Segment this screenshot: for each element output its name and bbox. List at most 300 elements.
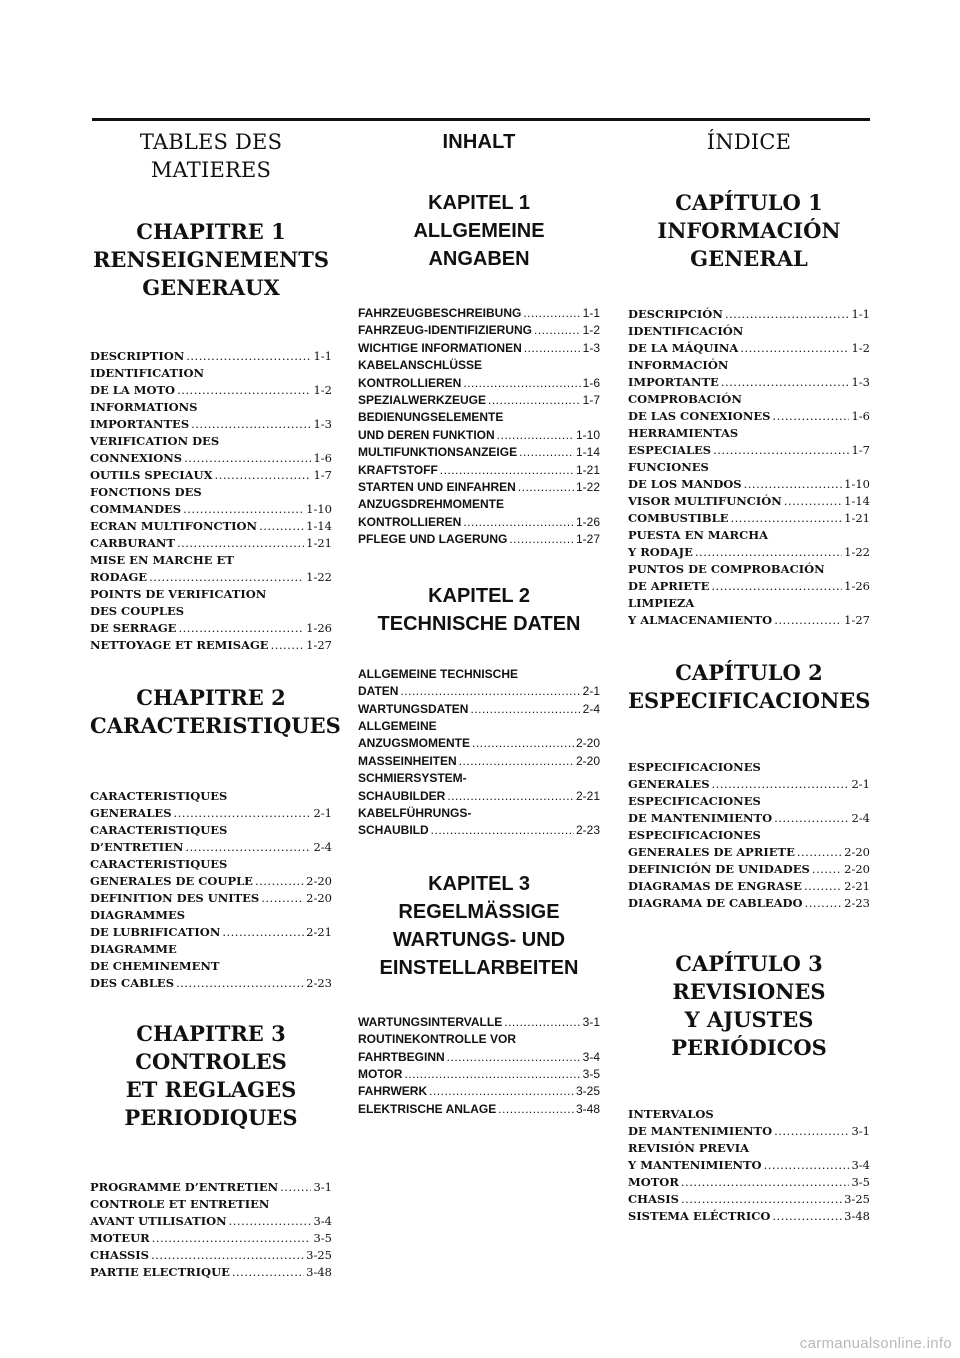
toc-entry-row xyxy=(358,514,600,531)
toc-entry-page: 1-2 xyxy=(582,323,600,338)
toc-entry-title-line: ECRAN MULTIFONCTION xyxy=(90,519,258,533)
toc-entry[interactable] xyxy=(90,1230,332,1247)
toc-entry-page: 3-1 xyxy=(313,1180,332,1194)
toc-entry-row xyxy=(358,375,600,392)
dot-leader xyxy=(472,735,574,752)
toc-entry-title-line: INTERVALOS xyxy=(628,1107,714,1121)
toc-entry-page: 3-25 xyxy=(575,1084,600,1099)
toc-entry-title-line: CHASSIS xyxy=(90,1248,149,1262)
toc-entry-title-line: FUNCIONES xyxy=(628,460,709,474)
dot-leader xyxy=(488,392,581,409)
toc-entry-row xyxy=(90,924,332,941)
toc-entry-page: 1-22 xyxy=(844,545,870,559)
toc-entry-page: 1-21 xyxy=(575,462,600,477)
dot-leader xyxy=(229,1213,312,1230)
toc-entry[interactable] xyxy=(90,535,332,552)
toc-entry[interactable] xyxy=(628,1106,870,1140)
toc-entry-title-line: MASSEINHEITEN xyxy=(358,753,457,768)
toc-entry-title-line: DE LOS MANDOS xyxy=(628,477,742,491)
dot-leader xyxy=(524,340,581,357)
toc-entry-title-line: DE MANTENIMIENTO xyxy=(628,811,773,825)
toc-entry[interactable] xyxy=(90,348,332,365)
toc-entry-page: 2-21 xyxy=(575,788,600,803)
toc-entry-row xyxy=(90,348,332,365)
toc-entry-title-line: Y MANTENIMIENTO xyxy=(628,1158,762,1172)
dot-leader xyxy=(463,514,574,531)
toc-entry[interactable] xyxy=(90,856,332,890)
dot-leader xyxy=(429,1083,574,1100)
toc-entry-title-line: KONTROLLIEREN xyxy=(358,514,462,529)
column-german xyxy=(358,128,600,1118)
toc-entry[interactable] xyxy=(628,527,870,561)
toc-entry[interactable] xyxy=(90,788,332,822)
dot-leader xyxy=(497,427,574,444)
toc-entry-title-line: ANZUGSDREHMOMENTE xyxy=(358,497,504,512)
toc-entry-page: 1-7 xyxy=(313,468,332,482)
toc-entry[interactable] xyxy=(358,1101,600,1118)
toc-entry-row xyxy=(90,535,332,552)
toc-entry-title-line: KRAFTSTOFF xyxy=(358,462,438,477)
toc-entry-title-line: CONTROLE ET ENTRETIEN xyxy=(90,1197,270,1211)
toc-entry[interactable] xyxy=(358,531,600,548)
toc-entry-title-line: ALLGEMEINE TECHNISCHE xyxy=(358,666,519,681)
toc-entry[interactable] xyxy=(90,822,332,856)
toc-entry-title-line: HERRAMIENTAS xyxy=(628,426,739,440)
top-rule xyxy=(92,118,870,121)
toc-entry[interactable] xyxy=(628,861,870,878)
toc-entry-title-line: SISTEMA ELÉCTRICO xyxy=(628,1209,771,1223)
dot-leader xyxy=(185,839,311,856)
toc-entry[interactable] xyxy=(358,479,600,496)
toc-entry[interactable] xyxy=(90,1247,332,1264)
chapter-title-french-3: CHAPITRE 3 CONTROLES ET REGLAGES PERIODIQUES xyxy=(124,1021,298,1130)
dot-leader xyxy=(681,1174,850,1191)
toc-entry[interactable] xyxy=(358,718,600,753)
toc-entry-row xyxy=(90,1179,332,1196)
dot-leader xyxy=(151,1247,304,1264)
chapter-title-spanish-2: CAPÍTULO 2 ESPECIFICACIONES xyxy=(628,660,871,713)
toc-entry-row xyxy=(90,975,332,992)
toc-entry-row xyxy=(628,442,870,459)
toc-entry-title-line: FONCTIONS DES xyxy=(90,485,202,499)
toc-entry[interactable] xyxy=(90,484,332,518)
toc-entry-title-line: MOTEUR xyxy=(90,1231,150,1245)
toc-entry-title-line: CONNEXIONS xyxy=(90,451,183,465)
toc-entry-row xyxy=(628,810,870,827)
toc-entry-page: 1-21 xyxy=(306,536,332,550)
toc-entry[interactable] xyxy=(358,462,600,479)
toc-spanish-chapter-3 xyxy=(628,1106,870,1225)
toc-entry-title-line: DE APRIETE xyxy=(628,579,710,593)
toc-entry-title-line: FAHRWERK xyxy=(358,1084,428,1099)
chapter-title-german-3: KAPITEL 3 REGELMÄSSIGE WARTUNGS- UND EINSTELLARBEITEN xyxy=(379,872,579,979)
dot-leader xyxy=(470,701,580,718)
toc-entry-row xyxy=(90,501,332,518)
toc-entry-page: 1-27 xyxy=(844,613,870,627)
toc-german-chapter-3 xyxy=(358,1014,600,1118)
toc-entry-title-line: FAHRZEUG-IDENTIFIZIERUNG xyxy=(358,323,532,338)
toc-entry-row xyxy=(90,805,332,822)
toc-entry-row xyxy=(358,305,600,322)
toc-entry[interactable] xyxy=(628,895,870,912)
toc-entry-title-line: ALLGEMEINE xyxy=(358,718,437,733)
toc-entry[interactable] xyxy=(628,1208,870,1225)
toc-entry[interactable] xyxy=(628,425,870,459)
dot-leader xyxy=(695,544,842,561)
toc-entry[interactable] xyxy=(358,1031,600,1066)
toc-entry[interactable] xyxy=(628,306,870,323)
dot-leader xyxy=(523,305,580,322)
toc-entry[interactable] xyxy=(90,552,332,586)
dot-leader xyxy=(149,569,304,586)
dot-leader xyxy=(255,873,304,890)
toc-entry-page: 1-1 xyxy=(851,307,870,321)
dot-leader xyxy=(812,861,842,878)
toc-entry-title-line: GENERALES DE APRIETE xyxy=(628,845,795,859)
toc-entry[interactable] xyxy=(358,753,600,770)
column-french xyxy=(90,128,341,1281)
toc-entry-row xyxy=(628,510,870,527)
toc-entry[interactable] xyxy=(90,399,332,433)
toc-entry-title-line: LIMPIEZA xyxy=(628,596,695,610)
toc-entry[interactable] xyxy=(628,493,870,510)
dot-leader xyxy=(712,776,850,793)
toc-entry-title-line: CHASIS xyxy=(628,1192,679,1206)
toc-entry[interactable] xyxy=(90,586,332,637)
toc-entry-row xyxy=(358,1014,600,1031)
toc-entry[interactable] xyxy=(358,701,600,718)
toc-entry-row xyxy=(358,322,600,339)
toc-entry[interactable] xyxy=(358,340,600,357)
dot-leader xyxy=(174,805,312,822)
toc-entry-row xyxy=(358,701,600,718)
toc-entry[interactable] xyxy=(358,666,600,701)
toc-entry[interactable] xyxy=(628,391,870,425)
toc-entry-page: 1-26 xyxy=(844,579,870,593)
dot-leader xyxy=(222,924,304,941)
toc-entry-title-line: PUESTA EN MARCHA xyxy=(628,528,769,542)
dot-leader xyxy=(730,510,842,527)
toc-entry[interactable] xyxy=(90,518,332,535)
toc-entry-page: 1-3 xyxy=(851,375,870,389)
toc-entry-row xyxy=(628,895,870,912)
toc-entry-page: 2-1 xyxy=(313,806,332,820)
toc-entry-page: 1-10 xyxy=(844,477,870,491)
dot-leader xyxy=(534,322,581,339)
dot-leader xyxy=(261,890,304,907)
toc-entry-row xyxy=(358,1101,600,1118)
toc-entry-title-line: Y ALMACENAMIENTO xyxy=(628,613,773,627)
toc-entry-title-line: D’ENTRETIEN xyxy=(90,840,184,854)
toc-entry-row xyxy=(90,518,332,535)
toc-entry[interactable] xyxy=(358,770,600,805)
toc-entry-title-line: CARACTERISTIQUES xyxy=(90,823,228,837)
toc-entry-title-line: POINTS DE VERIFICATION xyxy=(90,587,267,601)
main-title-german: INHALT xyxy=(442,131,516,153)
toc-entry-page: 3-48 xyxy=(306,1265,332,1279)
toc-entry-title-line: COMPROBACIÓN xyxy=(628,392,742,406)
toc-entry-page: 1-27 xyxy=(575,532,600,547)
toc-entry-page: 1-21 xyxy=(844,511,870,525)
toc-entry[interactable] xyxy=(358,357,600,392)
toc-entry-title-line: ESPECIFICACIONES xyxy=(628,828,761,842)
toc-entry-title-line: DATEN xyxy=(358,684,399,699)
toc-entry-title-line: AVANT UTILISATION xyxy=(90,1214,227,1228)
dot-leader xyxy=(191,416,311,433)
dot-leader xyxy=(463,375,580,392)
toc-entry-title-line: SCHAUBILDER xyxy=(358,788,446,803)
toc-entry-title-line: PFLEGE UND LAGERUNG xyxy=(358,532,508,547)
dot-leader xyxy=(447,1049,581,1066)
toc-entry-page: 1-6 xyxy=(851,409,870,423)
toc-entry-page: 1-1 xyxy=(582,306,600,320)
dot-leader xyxy=(440,462,574,479)
toc-entry-row xyxy=(358,340,600,357)
main-title-french: TABLES DES MATIERES xyxy=(139,130,283,182)
watermark: carmanualsonline.info xyxy=(799,1335,952,1352)
toc-entry-row xyxy=(90,467,332,484)
toc-entry-page: 3-48 xyxy=(575,1101,600,1116)
toc-entry-page: 1-1 xyxy=(313,349,332,363)
toc-entry-title-line: PUNTOS DE COMPROBACIÓN xyxy=(628,562,825,576)
toc-french-chapter-3 xyxy=(90,1179,332,1281)
toc-entry-page: 2-23 xyxy=(306,976,332,990)
toc-entry-title-line: Y RODAJE xyxy=(628,545,693,559)
toc-entry-title-line: CARACTERISTIQUES xyxy=(90,857,228,871)
toc-entry[interactable] xyxy=(628,1191,870,1208)
toc-entry-title-line: IMPORTANTE xyxy=(628,375,719,389)
toc-entry-page: 2-4 xyxy=(851,811,870,825)
toc-entry[interactable] xyxy=(628,759,870,793)
toc-entry[interactable] xyxy=(628,827,870,861)
toc-entry[interactable] xyxy=(90,1179,332,1196)
toc-entry-title-line: KABELANSCHLÜSSE xyxy=(358,358,483,373)
toc-entry-title-line: GENERALES DE COUPLE xyxy=(90,874,253,888)
toc-german-chapter-2 xyxy=(358,666,600,840)
toc-entry-row xyxy=(90,1213,332,1230)
toc-entry-title-line: DIAGRAMA DE CABLEADO xyxy=(628,896,803,910)
dot-leader xyxy=(518,479,574,496)
toc-entry-row xyxy=(358,1083,600,1100)
toc-entry-row xyxy=(358,392,600,409)
toc-entry[interactable] xyxy=(358,444,600,461)
toc-entry[interactable] xyxy=(358,1014,600,1031)
dot-leader xyxy=(519,444,574,461)
toc-entry-title-line: REVISIÓN PREVIA xyxy=(628,1141,750,1155)
dot-leader xyxy=(509,531,574,548)
toc-entry-page: 1-10 xyxy=(575,427,600,442)
dot-leader xyxy=(498,1101,574,1118)
toc-entry[interactable] xyxy=(628,510,870,527)
dot-leader xyxy=(774,612,842,629)
dot-leader xyxy=(504,1014,580,1031)
toc-entry[interactable] xyxy=(358,496,600,531)
toc-entry-page: 1-14 xyxy=(575,445,600,460)
toc-entry-title-line: DESCRIPCIÓN xyxy=(628,307,723,321)
toc-entry-page: 1-22 xyxy=(575,480,600,495)
toc-entry[interactable] xyxy=(90,907,332,941)
toc-entry[interactable] xyxy=(358,305,600,322)
toc-entry-page: 1-10 xyxy=(306,502,332,516)
toc-entry[interactable] xyxy=(90,365,332,399)
toc-entry-page: 2-20 xyxy=(306,874,332,888)
main-title-spanish: ÍNDICE xyxy=(706,130,792,154)
toc-entry-row xyxy=(358,1049,600,1066)
toc-entry-row xyxy=(628,861,870,878)
toc-entry[interactable] xyxy=(90,637,332,654)
toc-entry-page: 1-6 xyxy=(582,375,600,390)
toc-entry-page: 1-14 xyxy=(844,494,870,508)
toc-entry[interactable] xyxy=(628,459,870,493)
toc-entry-title-line: DE LUBRIFICATION xyxy=(90,925,221,939)
toc-entry-title-line: MISE EN MARCHE ET xyxy=(90,553,234,567)
toc-entry-row xyxy=(628,878,870,895)
toc-entry-row xyxy=(90,569,332,586)
toc-entry[interactable] xyxy=(358,392,600,409)
toc-entry[interactable] xyxy=(628,1174,870,1191)
toc-entry-row xyxy=(358,1066,600,1083)
toc-entry-page: 1-3 xyxy=(313,417,332,431)
toc-entry-row xyxy=(90,1264,332,1281)
toc-entry-row xyxy=(628,844,870,861)
toc-entry-title-line: IMPORTANTES xyxy=(90,417,190,431)
toc-entry-title-line: COMMANDES xyxy=(90,502,182,516)
toc-german-chapter-1 xyxy=(358,305,600,549)
dot-leader xyxy=(184,450,311,467)
toc-entry-row xyxy=(628,776,870,793)
toc-entry-title-line: WARTUNGSDATEN xyxy=(358,701,469,716)
toc-entry-title-line: INFORMACIÓN xyxy=(628,358,729,372)
toc-entry[interactable] xyxy=(90,1196,332,1230)
toc-entry-title-line: DEFINICIÓN DE UNIDADES xyxy=(628,862,810,876)
toc-entry-title-line: DE SERRAGE xyxy=(90,621,177,635)
dot-leader xyxy=(774,810,849,827)
toc-entry-page: 2-20 xyxy=(844,862,870,876)
dot-leader xyxy=(178,620,304,637)
toc-entry-page: 2-1 xyxy=(851,777,870,791)
dot-leader xyxy=(725,306,850,323)
toc-entry-row xyxy=(628,374,870,391)
toc-entry-title-line: STARTEN UND EINFAHREN xyxy=(358,480,516,495)
toc-entry-title-line: DIAGRAMAS DE ENGRASE xyxy=(628,879,802,893)
toc-entry-title-line: VISOR MULTIFUNCIÓN xyxy=(628,494,782,508)
toc-entry[interactable] xyxy=(628,357,870,391)
toc-entry-title-line: UND DEREN FUNKTION xyxy=(358,427,495,442)
toc-entry-row xyxy=(628,340,870,357)
toc-entry[interactable] xyxy=(628,1140,870,1174)
dot-leader xyxy=(681,1191,842,1208)
toc-entry-title-line: DESCRIPTION xyxy=(90,349,185,363)
toc-entry-page: 3-4 xyxy=(851,1158,870,1172)
dot-leader xyxy=(400,683,580,700)
toc-entry[interactable] xyxy=(628,561,870,595)
toc-entry-page: 2-21 xyxy=(844,879,870,893)
toc-spanish-chapter-2 xyxy=(628,759,870,912)
toc-entry-title-line: KONTROLLIEREN xyxy=(358,375,462,390)
dot-leader xyxy=(713,442,849,459)
dot-leader xyxy=(784,493,842,510)
toc-entry-row xyxy=(358,462,600,479)
toc-entry-page: 3-25 xyxy=(306,1248,332,1262)
dot-leader xyxy=(764,1157,850,1174)
toc-entry[interactable] xyxy=(90,467,332,484)
toc-entry-row xyxy=(628,544,870,561)
dot-leader xyxy=(805,895,843,912)
toc-entry-row xyxy=(628,578,870,595)
toc-entry[interactable] xyxy=(90,433,332,467)
toc-entry-row xyxy=(358,479,600,496)
toc-entry-row xyxy=(90,1247,332,1264)
toc-entry-title-line: WICHTIGE INFORMATIONEN xyxy=(358,340,522,355)
toc-entry-page: 3-48 xyxy=(844,1209,870,1223)
toc-entry-title-line: FAHRTBEGINN xyxy=(358,1049,445,1064)
toc-entry-title-line: SCHMIERSYSTEM- xyxy=(358,771,467,786)
toc-entry-page: 1-27 xyxy=(306,638,332,652)
toc-entry[interactable] xyxy=(358,409,600,444)
toc-entry-page: 3-1 xyxy=(582,1014,600,1029)
toc-entry[interactable] xyxy=(90,1264,332,1281)
toc-entry-title-line: ROUTINEKONTROLLE VOR xyxy=(358,1032,516,1047)
toc-entry-row xyxy=(628,1208,870,1225)
dot-leader xyxy=(431,822,574,839)
dot-leader xyxy=(804,878,842,895)
toc-entry-title-line: KABELFÜHRUNGS- xyxy=(358,805,472,820)
toc-entry-row xyxy=(90,416,332,433)
toc-entry-title-line: BEDIENUNGSELEMENTE xyxy=(358,410,504,425)
toc-entry[interactable] xyxy=(90,941,332,992)
toc-entry-title-line: DE CHEMINEMENT xyxy=(90,959,220,973)
toc-entry-page: 2-20 xyxy=(844,845,870,859)
toc-entry-row xyxy=(90,1230,332,1247)
toc-entry[interactable] xyxy=(358,322,600,339)
toc-entry-row xyxy=(358,427,600,444)
toc-entry-page: 2-20 xyxy=(306,891,332,905)
chapter-title-spanish-3: CAPÍTULO 3 REVISIONES Y AJUSTES PERIÓDICOS xyxy=(671,951,827,1060)
toc-entry-title-line: DIAGRAMME xyxy=(90,942,177,956)
toc-entry[interactable] xyxy=(358,1083,600,1100)
dot-leader xyxy=(721,374,850,391)
toc-entry-page: 3-1 xyxy=(851,1124,870,1138)
toc-entry-page: 2-4 xyxy=(313,840,332,854)
toc-entry[interactable] xyxy=(628,793,870,827)
toc-entry-title-line: DEFINITION DES UNITES xyxy=(90,891,260,905)
toc-entry-title-line: ESPECIFICACIONES xyxy=(628,760,761,774)
chapter-title-french-2: CHAPITRE 2 CARACTERISTIQUES xyxy=(90,685,341,738)
toc-entry[interactable] xyxy=(358,805,600,840)
toc-entry-row xyxy=(628,1191,870,1208)
toc-entry-title-line: WARTUNGSINTERVALLE xyxy=(358,1014,503,1029)
toc-entry-page: 3-4 xyxy=(582,1049,600,1064)
toc-entry-page: 1-3 xyxy=(582,340,600,355)
toc-entry-title-line: DE LA MÁQUINA xyxy=(628,341,739,355)
toc-entry[interactable] xyxy=(628,878,870,895)
toc-entry[interactable] xyxy=(358,1066,600,1083)
toc-entry-title-line: ANZUGSMOMENTE xyxy=(358,736,470,751)
toc-entry[interactable] xyxy=(628,323,870,357)
toc-entry-title-line: DES COUPLES xyxy=(90,604,185,618)
toc-entry-page: 3-4 xyxy=(313,1214,332,1228)
toc-entry-page: 2-21 xyxy=(306,925,332,939)
toc-entry-page: 1-26 xyxy=(306,621,332,635)
toc-entry-page: 1-22 xyxy=(306,570,332,584)
toc-entry[interactable] xyxy=(628,595,870,629)
toc-entry-title-line: ESPECIFICACIONES xyxy=(628,794,761,808)
dot-leader xyxy=(774,1123,849,1140)
toc-entry[interactable] xyxy=(90,890,332,907)
dot-leader xyxy=(176,975,304,992)
toc-entry-row xyxy=(358,788,600,805)
dot-leader xyxy=(744,476,843,493)
